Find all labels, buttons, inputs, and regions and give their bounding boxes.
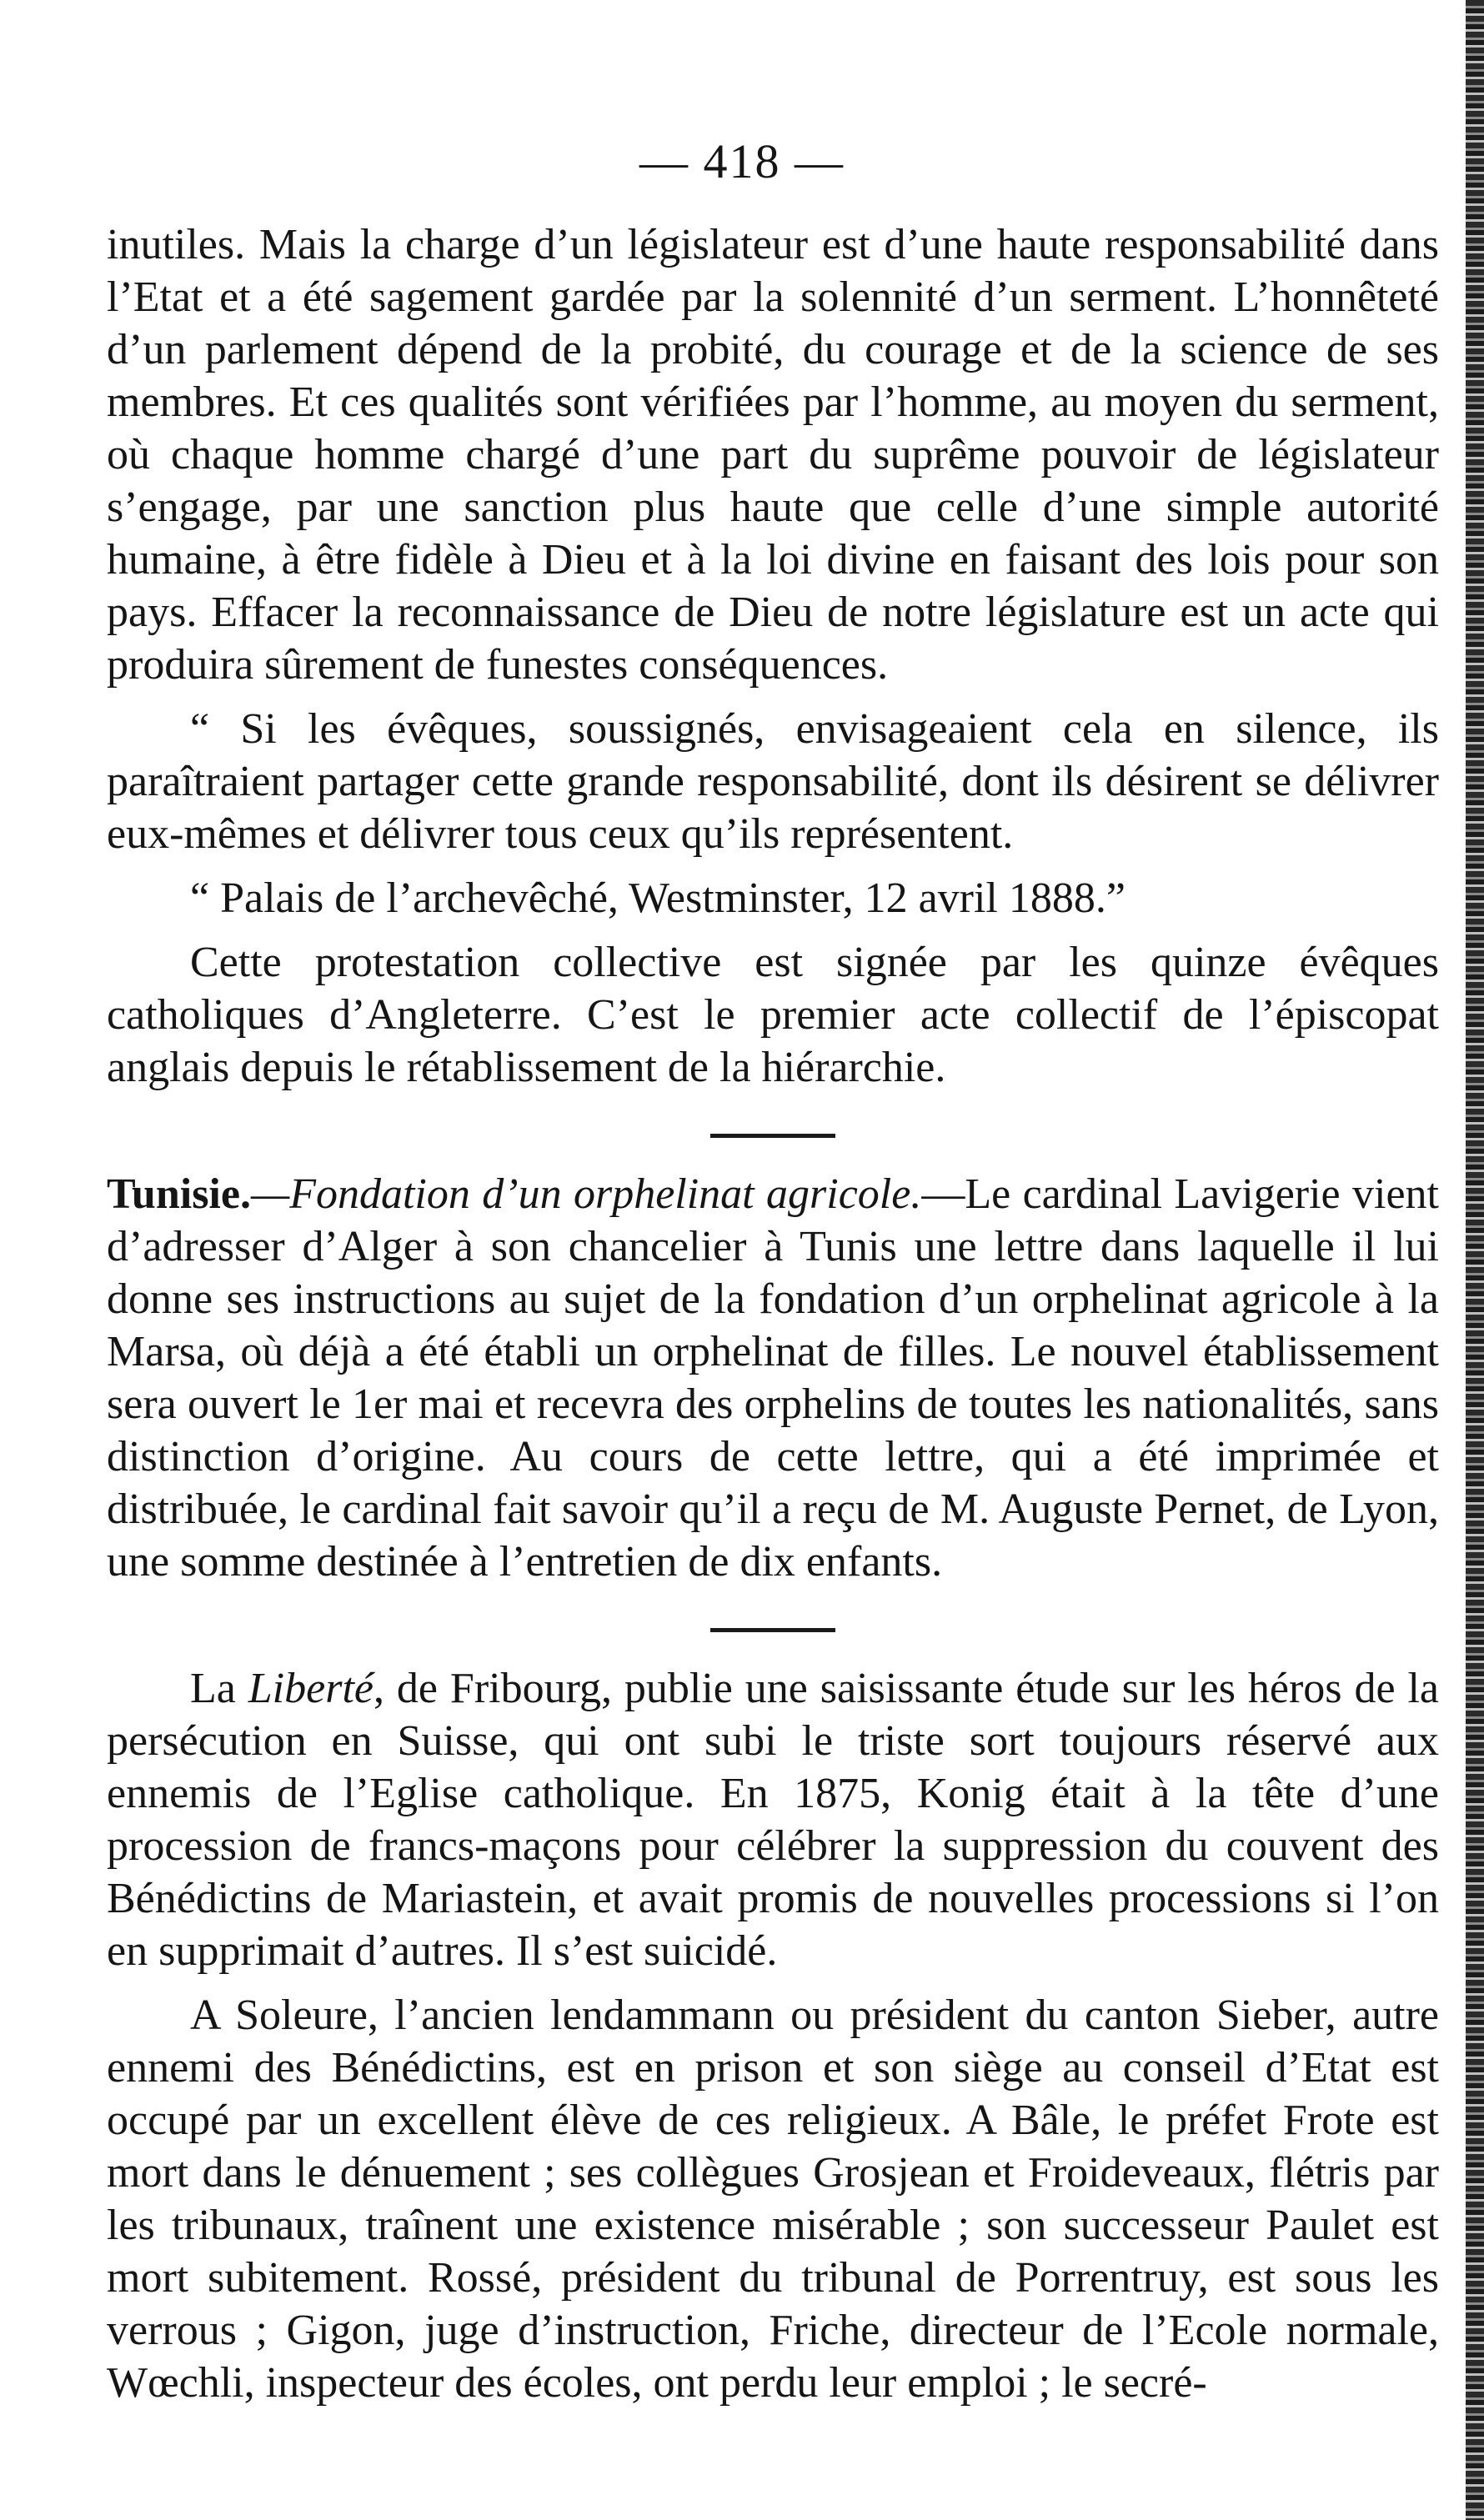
liberte-lead: La bbox=[190, 1665, 248, 1712]
paragraph-liberte bbox=[107, 1662, 1439, 1977]
paragraph-tunisie bbox=[107, 1168, 1439, 1588]
paragraph-bishops: “ Si les évêques, soussignés, envisageaient cela en silence, ils paraîtraient partager cette grande responsabilité, dont ils désirent se délivrer eux-mêmes et délivrer tous ceux qu’ils représentent. bbox=[107, 705, 1439, 858]
paragraph-oath: inutiles. Mais la charge d’un législateur est d’une haute responsabilité dans l’Etat et a été sagement gardée par la solennité d’un serment. L’honnêteté d’un parlement dépend de la probité, du courage et de la science de ses membres. Et ces qualités sont vérifiées par l’homme, au moyen du serment, où chaque homme chargé d’une part du suprême pouvoir de législateur s’engage, par une sanction plus haute que celle d’une simple autorité humaine, à être fidèle à Dieu et à la loi divine en faisant des lois pour son pays. Effacer la reconnaissance de Dieu de notre législature est un acte qui produira sûrement de funestes conséquences. bbox=[107, 221, 1439, 689]
tunisie-heading: Tunisie. bbox=[107, 1170, 251, 1218]
article-text bbox=[107, 218, 1439, 2409]
section-divider bbox=[710, 1628, 835, 1632]
tunisie-body: —Le cardinal Lavigerie vient d’adresser d’Alger à son chancelier à Tunis une lettre dans laquelle il lui donne ses instructions au sujet de la fondation d’un orphelinat agricole à la Marsa, où déjà a été établi un orphelinat de filles. Le nouvel établissement sera ouvert le 1er mai et recevra des orphelins de toutes les nationalités, sans distinction d’origine. Au cours de cette lettre, qui a été imprimée et distribuée, le cardinal fait savoir qu’il a reçu de M. Auguste Pernet, de Lyon, une somme destinée à l’entretien de dix enfants. bbox=[107, 1170, 1439, 1586]
paragraph-signature: “ Palais de l’archevêché, Westminster, 12 avril 1888.” bbox=[190, 874, 1126, 922]
section-divider bbox=[710, 1134, 835, 1138]
page-number: — 418 — bbox=[639, 134, 845, 188]
paragraph-protestation: Cette protestation collective est signée par les quinze évêques catholiques d’Angleterre. C’est le premier acte collectif de l’épiscopat anglais depuis le rétablissement de la hiérarchie. bbox=[107, 939, 1439, 1091]
liberte-body: , de Fribourg, publie une saisissante étude sur les héros de la persécution en Suisse, qui ont subi le triste sort toujours réservé aux ennemis de l’Eglise catholique. En 1875, Konig était à la tête d’une procession de francs-maçons pour célébrer la suppression du couvent des Bénédictins de Mariastein, et avait promis de nouvelles processions si l’on en supprimait d’autres. Il s’est suicidé. bbox=[107, 1665, 1439, 1975]
tunisie-subtitle: —Fondation d’un orphelinat agricole. bbox=[250, 1170, 922, 1218]
liberte-newspaper: Liberté bbox=[248, 1665, 374, 1712]
page-edge-scan-artifact bbox=[1466, 0, 1484, 2520]
paragraph-soleure: A Soleure, l’ancien lendammann ou président du canton Sieber, autre ennemi des Bénédictins, est en prison et son siège au conseil d’Etat est occupé par un excellent élève de ces religieux. A Bâle, le préfet Frote est mort dans le dénuement ; ses collègues Grosjean et Froideveaux, flétris par les tribunaux, traînent une existence misérable ; son successeur Paulet est mort subitement. Rossé, président du tribunal de Porrentruy, est sous les verrous ; Gigon, juge d’instruction, Friche, directeur de l’Ecole normale, Wœchli, inspecteur des écoles, ont perdu leur emploi ; le secré- bbox=[107, 1991, 1439, 2407]
